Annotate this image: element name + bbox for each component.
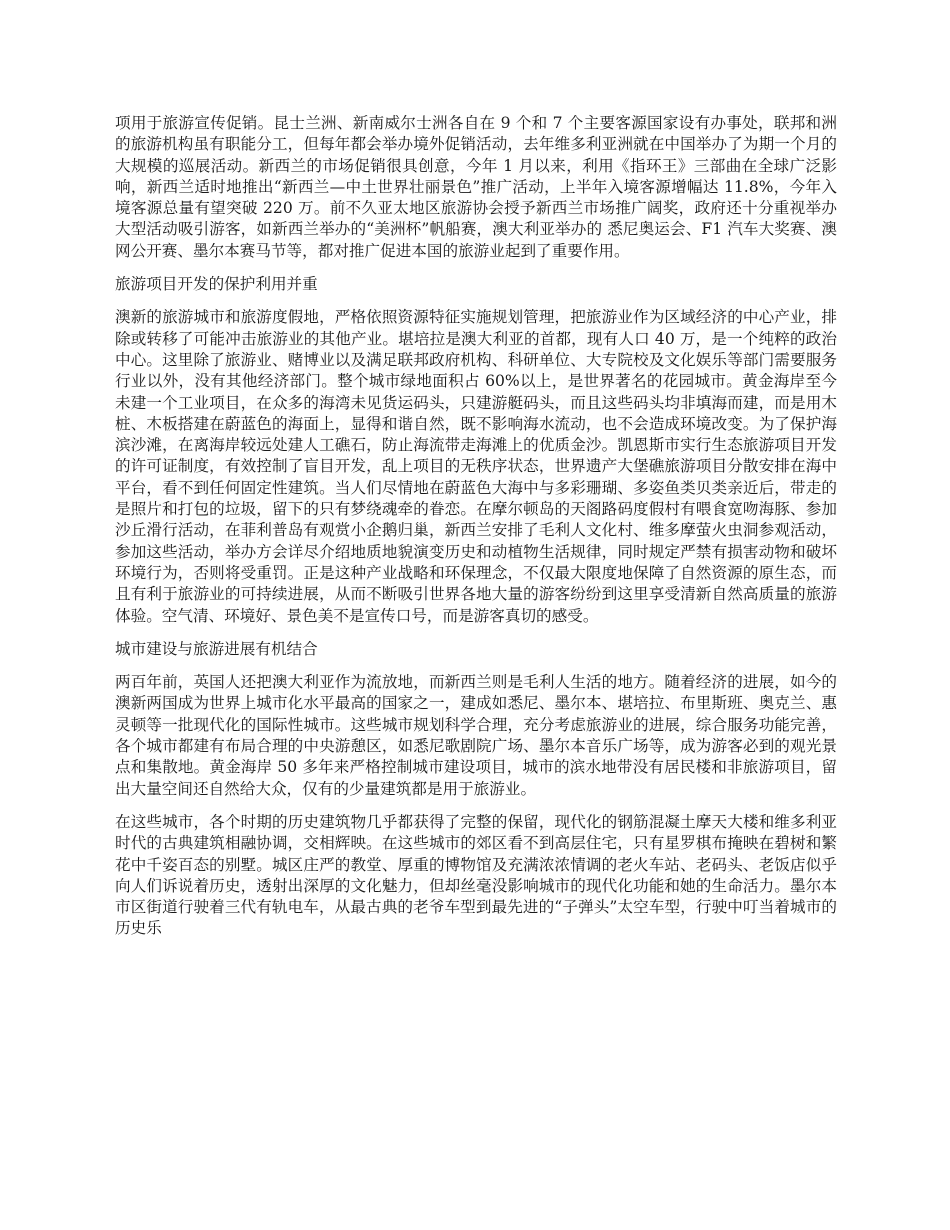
paragraph-promotion: 项用于旅游宣传促销。昆士兰洲、新南威尔士洲各自在 9 个和 7 个主要客源国家设有办事处，联邦和洲的旅游机构虽有职能分工，但每年都会举办境外促销活动，去年维多利亚洲就在中国举办了为期一个月的大规模的巡展活动。新西兰的市场促销很具创意，今年 1 月以来，利用《指环王》三部曲在全球广泛影响，新西兰适时地推出“新西兰—中土世界壮丽景色”推广活动，上半年入境客源增幅达 11.8%，今年入境客源总量有望突破 220 万。前不久亚太地区旅游协会授予新西兰市场推广阔奖，政府还十分重视举办大型活动吸引游客，如新西兰举办的“美洲杯”帆船赛，澳大利亚举办的 悉尼奥运会、F1 汽车大奖赛、澳网公开赛、墨尔本赛马节等，都对推广促进本国的旅游业起到了重要作用。	[115, 114, 837, 260]
document-body	[115, 113, 837, 952]
paragraph-city-building: 两百年前，英国人还把澳大利亚作为流放地，而新西兰则是毛利人生活的地方。随着经济的进展，如今的澳新两国成为世界上城市化水平最高的国家之一，建成如悉尼、墨尔本、堪培拉、布里斯班、奥克兰、惠灵顿等一批现代化的国际性城市。这些城市规划科学合理，充分考虑旅游业的进展，综合服务功能完善，各个城市都建有布局合理的中央游憩区，如悉尼歌剧院广场、墨尔本音乐广场等，成为游客必到的观光景点和集散地。黄金海岸 50 多年来严格控制城市建设项目，城市的滨水地带没有居民楼和非旅游项目，留出大量空间还自然给大众，仅有的少量建筑都是用于旅游业。	[115, 673, 837, 798]
section-heading-protection: 旅游项目开发的保护利用并重	[115, 275, 318, 294]
paragraph-historic-buildings: 在这些城市，各个时期的历史建筑物几乎都获得了完整的保留，现代化的钢筋混凝土摩天大楼和维多利亚时代的古典建筑相融协调，交相辉映。在这些城市的郊区看不到高层住宅，只有星罗棋布掩映在碧树和繁花中千姿百态的别墅。城区庄严的教堂、厚重的博物馆及充满浓浓情调的老火车站、老码头、老饭店似乎向人们诉说着历史，透射出深厚的文化魅力，但却丝毫没影响城市的现代化功能和她的生命活力。墨尔本市区街道行驶着三代有轨电车，从最古典的老爷车型到最先进的“子弹头”太空车型，行驶中叮当着城市的历史乐	[115, 812, 837, 938]
paragraph-protection: 澳新的旅游城市和旅游度假地，严格依照资源特征实施规划管理，把旅游业作为区域经济的中心产业，排除或转移了可能冲击旅游业的其他产业。堪培拉是澳大利亚的首都，现有人口 40 万，是一个纯粹的政治中心。这里除了旅游业、赌博业以及满足联邦政府机构、科研单位、大专院校及文化娱乐等部门需要服务行业以外，没有其他经济部门。整个城市绿地面积占 60%以上，是世界著名的花园城市。黄金海岸至今未建一个工业项目，在众多的海湾未见货运码头，只建游艇码头，而且这些码头均非填海而建，而是用木桩、木板搭建在蔚蓝色的海面上，显得和谐自然，既不影响海水流动，也不会造成环境改变。为了保护海滨沙滩，在离海岸较远处建人工礁石，防止海流带走海滩上的优质金沙。凯恩斯市实行生态旅游项目开发的许可证制度，有效控制了盲目开发，乱上项目的无秩序状态，世界遗产大堡礁旅游项目分散安排在海中平台，看不到任何固定性建筑。当人们尽情地在蔚蓝色大海中与多彩珊瑚、多姿鱼类贝类亲近后，带走的是照片和打包的垃圾，留下的只有梦绕魂牵的眷恋。在摩尔顿岛的天阁路码度假村有喂食宽吻海豚、参加沙丘滑行活动，在菲利普岛有观赏小企鹅归巢，新西兰安排了毛利人文化村、维多摩萤火虫洞参观活动，参加这些活动，举办方会详尽介绍地质地貌演变历史和动植物生活规律，同时规定严禁有损害动物和破坏环境行为，否则将受重罚。正是这种产业战略和环保理念，不仅最大限度地保障了自然资源的原生态，而且有利于旅游业的可持续进展，从而不断吸引世界各地大量的游客纷纷到这里享受清新自然高质量的旅游体验。空气清、环境好、景色美不是宣传口号，而是游客真切的感受。	[115, 308, 837, 625]
section-heading-city-building: 城市建设与旅游进展有机结合	[115, 639, 318, 658]
